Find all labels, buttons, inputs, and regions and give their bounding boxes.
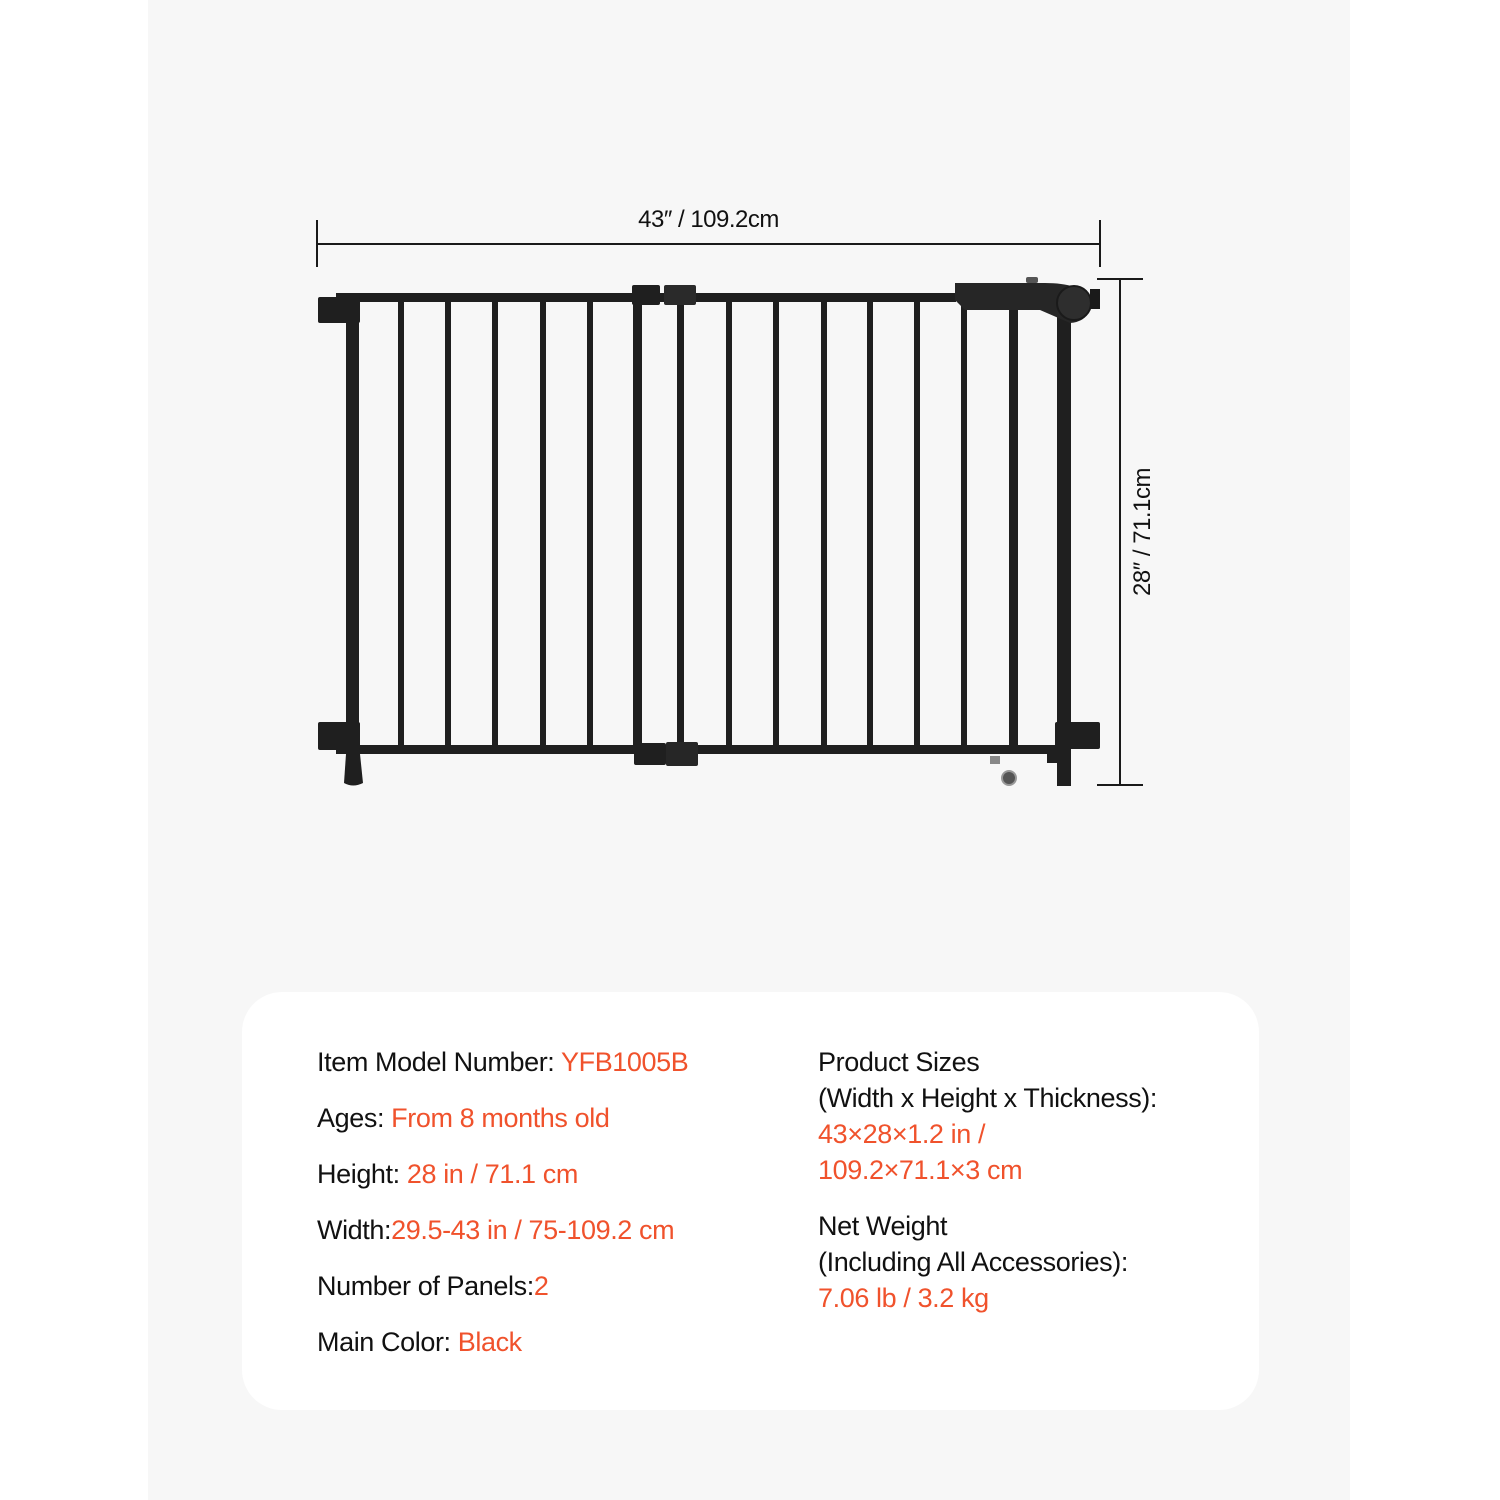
spec-label: Ages: — [317, 1103, 392, 1133]
latch-knob — [1057, 286, 1091, 320]
top-hinge — [632, 285, 660, 305]
width-dimension-label: 43″ / 109.2cm — [638, 206, 779, 233]
spec-value: 109.2×71.1×3 cm — [818, 1155, 1023, 1185]
bottom-rail — [336, 745, 1061, 754]
spec-width — [317, 1212, 674, 1248]
spec-label: Net Weight — [818, 1211, 948, 1241]
spec-label: Number of Panels: — [317, 1271, 534, 1301]
spec-net-weight — [818, 1208, 1128, 1316]
spec-value: Black — [457, 1327, 522, 1357]
spec-label: Main Color: — [317, 1327, 458, 1357]
spec-value: 28 in / 71.1 cm — [406, 1159, 578, 1189]
spec-value: YFB1005B — [561, 1047, 689, 1077]
spec-product-sizes — [818, 1044, 1157, 1188]
spec-value: 7.06 lb / 3.2 kg — [818, 1283, 989, 1313]
spec-label: Item Model Number: — [317, 1047, 561, 1077]
left-post — [346, 300, 359, 760]
spec-main-color — [317, 1324, 522, 1360]
spec-value: 29.5-43 in / 75-109.2 cm — [391, 1215, 675, 1245]
left-bottom-wall-cup — [318, 722, 360, 750]
left-foot — [344, 754, 363, 786]
spec-label: (Width x Height x Thickness): — [818, 1083, 1158, 1113]
spec-model-number — [317, 1044, 688, 1080]
spec-card — [242, 992, 1259, 1410]
right-bottom-wall-cup — [1055, 722, 1100, 749]
height-dimension-label: 28″ / 71.1cm — [1129, 468, 1156, 596]
latch-release-button — [1026, 277, 1038, 283]
right-post — [1057, 300, 1071, 786]
spec-value: From 8 months old — [391, 1103, 610, 1133]
spec-ages — [317, 1100, 609, 1136]
left-top-wall-cup — [318, 297, 360, 323]
spec-height — [317, 1156, 578, 1192]
spec-value: 43×28×1.2 in / — [818, 1119, 986, 1149]
spec-number-of-panels — [317, 1268, 548, 1304]
right-top-wall-cup — [1090, 289, 1100, 309]
caster-wheel — [1002, 771, 1016, 785]
spec-label: Width: — [317, 1215, 392, 1245]
caster-wheel-mount — [990, 756, 1000, 764]
spec-label: Height: — [317, 1159, 407, 1189]
spec-value: 2 — [533, 1271, 549, 1301]
spec-label: Product Sizes — [818, 1047, 980, 1077]
spec-label: (Including All Accessories): — [818, 1247, 1128, 1277]
bottom-hinge — [634, 743, 666, 765]
